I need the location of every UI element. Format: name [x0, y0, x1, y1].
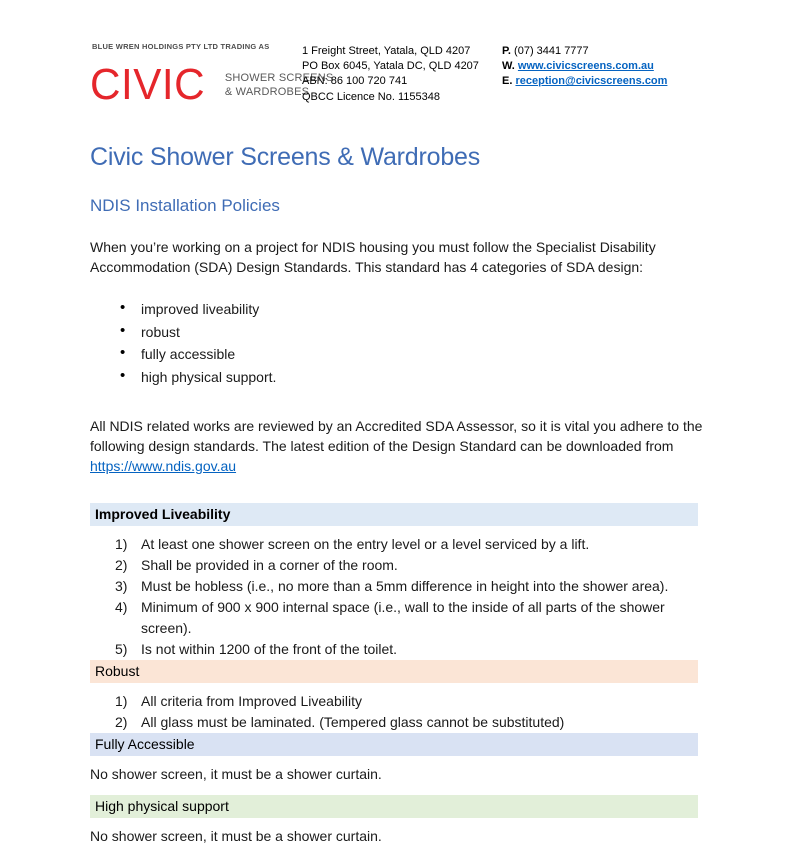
phone-value: (07) 3441 7777: [514, 45, 589, 57]
phone-label: P.: [502, 45, 511, 57]
email-label: E.: [502, 75, 513, 88]
review-paragraph-text: All NDIS related works are reviewed by an Accredited SDA Assessor, so it is vital you adhere to the following design standards. The latest edition of the Design Standard can be downloaded from: [90, 417, 703, 454]
address-qbcc: QBCC Licence No. 1155348: [302, 90, 440, 103]
category-item-fully-accessible: • fully accessible: [120, 346, 717, 362]
robust-list: [115, 691, 705, 733]
web-label: W.: [502, 60, 515, 73]
civic-wordmark: CIVIC: [90, 60, 206, 109]
contact-email: [502, 74, 717, 89]
company-tagline: BLUE WREN HOLDINGS PTY LTD TRADING AS: [92, 42, 270, 51]
review-paragraph: [90, 416, 708, 476]
improved-rule-1: At least one shower screen on the entry level or a level serviced by a lift.: [141, 535, 590, 552]
address-street: 1 Freight Street, Yatala, QLD 4207: [302, 45, 471, 57]
civic-logo: [90, 60, 334, 109]
improved-rule-4: Minimum of 900 x 900 internal space (i.e., wall to the inside of all parts of the shower screen).: [141, 598, 665, 636]
sda-category-list: [120, 301, 717, 385]
category-item-improved-liveability: • improved liveability: [120, 301, 717, 317]
document-title: Civic Shower Screens & Wardrobes: [90, 143, 481, 171]
improved-rule-5: Is not within 1200 of the front of the toilet.: [141, 640, 398, 657]
letterhead: [90, 40, 717, 109]
address-abn: ABN: 86 100 720 741: [302, 75, 408, 88]
improved-rule-3: Must be hobless (i.e., no more than a 5mm difference in height into the shower area).: [141, 577, 669, 594]
category-item-high-physical-support: • high physical support.: [120, 369, 717, 385]
logo-subtitle-line1: SHOWER SCREENS: [224, 71, 334, 84]
document-subtitle: NDIS Installation Policies: [90, 196, 280, 215]
website-link[interactable]: www.civicscreens.com.au: [517, 60, 654, 73]
address-pobox: PO Box 6045, Yatala DC, QLD 4207: [302, 60, 479, 73]
contact-phone: [502, 44, 717, 59]
improved-rule-2: Shall be provided in a corner of the room.: [141, 556, 398, 573]
section-heading-fully-accessible: Fully Accessible: [90, 733, 698, 756]
robust-rule-1: All criteria from Improved Liveability: [141, 692, 362, 709]
email-link[interactable]: reception@civicscreens.com: [515, 75, 668, 88]
section-heading-robust: Robust: [90, 660, 698, 683]
intro-paragraph: When you’re working on a project for NDIS housing you must follow the Specialist Disability Accommodation (SDA) Design Standards. This standard has 4 categories of SDA design:: [90, 239, 656, 275]
logo-block: [90, 40, 334, 109]
contact-block: [502, 40, 717, 90]
section-heading-improved-liveability: Improved Liveability: [90, 503, 698, 526]
section-heading-high-physical-support: High physical support: [90, 795, 698, 818]
logo-subtitle-line2: & WARDROBES: [224, 86, 310, 98]
high-physical-support-rule: No shower screen, it must be a shower curtain.: [90, 827, 382, 844]
category-item-robust: • robust: [120, 324, 717, 340]
contact-web: [502, 59, 717, 74]
address-block: [302, 40, 502, 105]
ndis-link[interactable]: https://www.ndis.gov.au: [90, 457, 237, 474]
robust-rule-2: All glass must be laminated. (Tempered glass cannot be substituted): [141, 713, 565, 730]
fully-accessible-rule: No shower screen, it must be a shower curtain.: [90, 765, 382, 782]
improved-liveability-list: [115, 534, 705, 660]
